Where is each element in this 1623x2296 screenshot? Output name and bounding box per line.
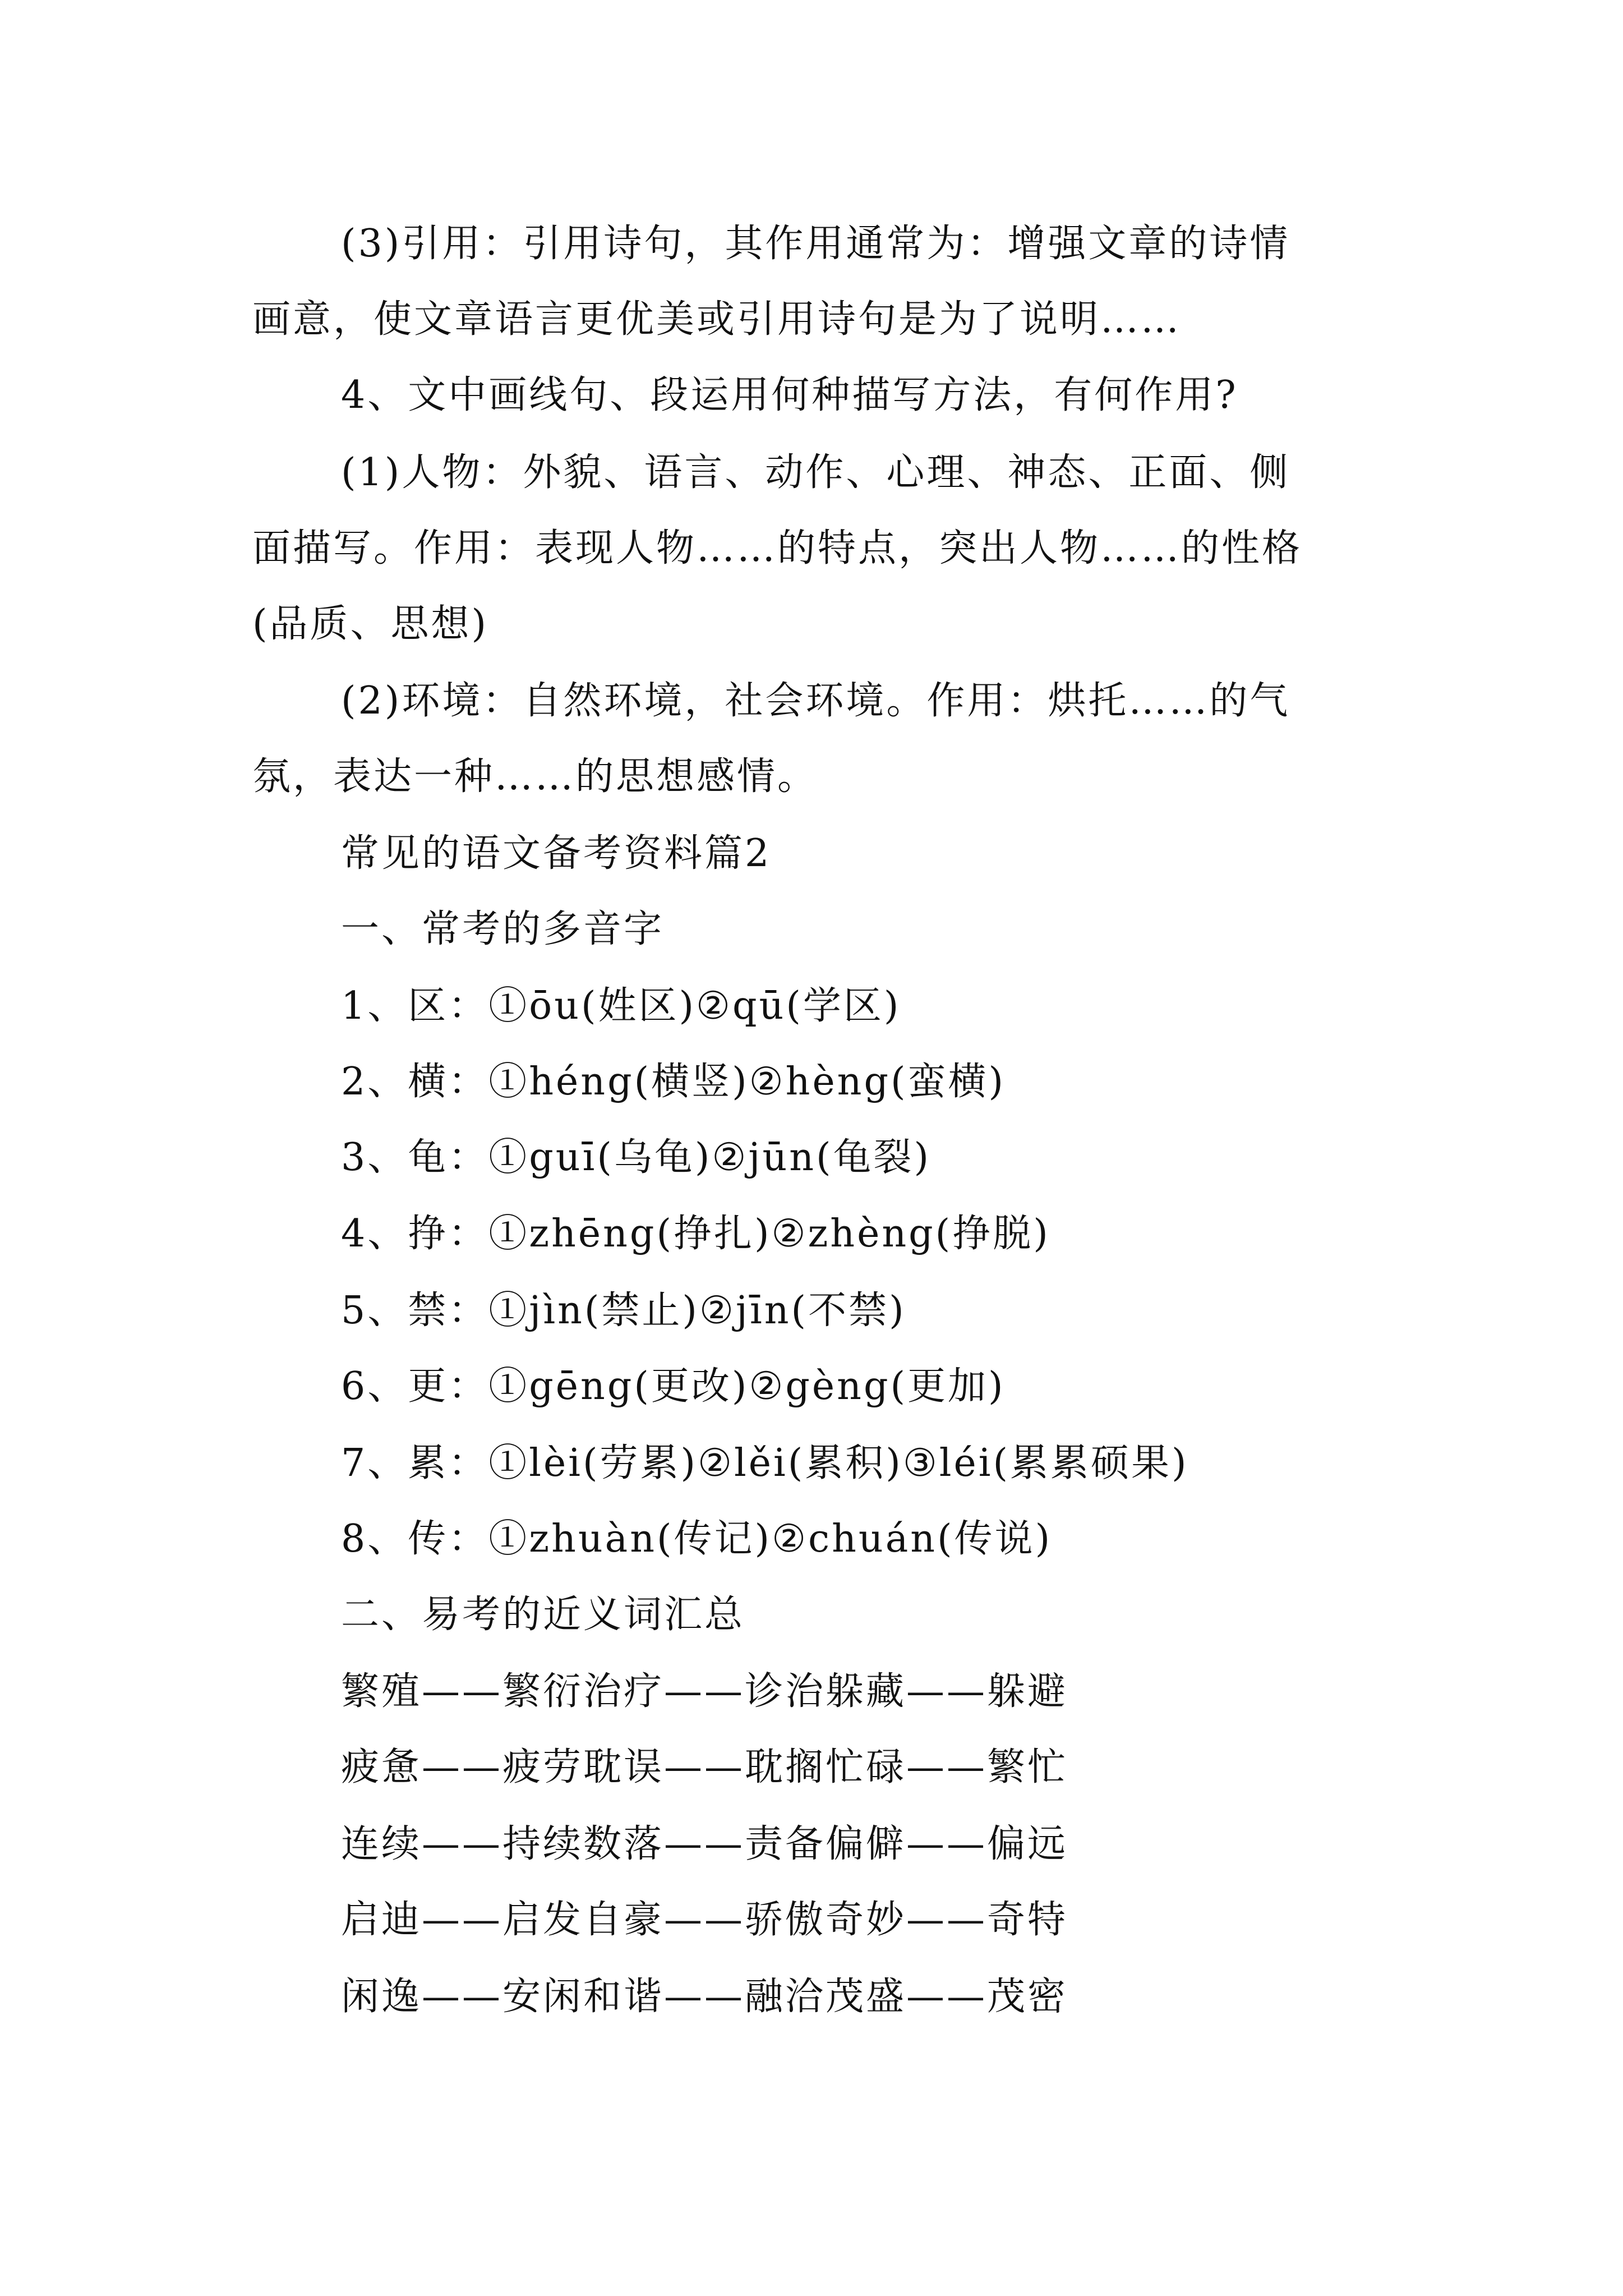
paragraph-environment-cont: 氛，表达一种……的思想感情。 [252,754,818,799]
paragraph-character-cont: 面描写。作用：表现人物……的特点，突出人物……的性格 [252,526,1303,570]
paragraph-quote-usage: (3)引用：引用诗句，其作用通常为：增强文章的诗情 [341,222,1290,266]
paragraph-character-cont2: (品质、思想) [252,602,489,646]
list-item: 8、传：①zhuàn(传记)②chuán(传说) [341,1517,1053,1561]
heading-polyphones: 一、常考的多音字 [341,907,665,951]
synonym-row: 启迪——启发自豪——骄傲奇妙——奇特 [341,1898,1068,1942]
list-item: 2、横：①héng(横竖)②hèng(蛮横) [341,1060,1006,1104]
synonym-row: 闲逸——安闲和谐——融洽茂盛——茂密 [341,1975,1068,2019]
synonym-row: 连续——持续数落——责备偏僻——偏远 [341,1822,1068,1866]
paragraph-character: (1)人物：外貌、语言、动作、心理、神态、正面、侧 [341,450,1290,495]
synonym-row: 繁殖——繁衍治疗——诊治躲藏——躲避 [341,1669,1068,1714]
synonym-row: 疲惫——疲劳耽误——耽搁忙碌——繁忙 [341,1745,1068,1789]
heading-synonyms: 二、易考的近义词汇总 [341,1593,745,1637]
list-item: 1、区：①ōu(姓区)②qū(学区) [341,984,901,1028]
list-item: 4、挣：①zhēng(挣扎)②zhèng(挣脱) [341,1212,1050,1256]
question-heading: 4、文中画线句、段运用何种描写方法，有何作用? [341,373,1238,417]
list-item: 5、禁：①jìn(禁止)②jīn(不禁) [341,1289,906,1333]
list-item: 3、龟：①guī(乌龟)②jūn(龟裂) [341,1135,932,1180]
paragraph-quote-usage-cont: 画意，使文章语言更优美或引用诗句是为了说明…… [252,297,1182,342]
list-item: 7、累：①lèi(劳累)②lěi(累积)③léi(累累硕果) [341,1441,1189,1485]
list-item: 6、更：①gēng(更改)②gèng(更加) [341,1364,1006,1409]
paragraph-environment: (2)环境：自然环境，社会环境。作用：烘托……的气 [341,679,1290,723]
section-title: 常见的语文备考资料篇2 [341,831,772,876]
